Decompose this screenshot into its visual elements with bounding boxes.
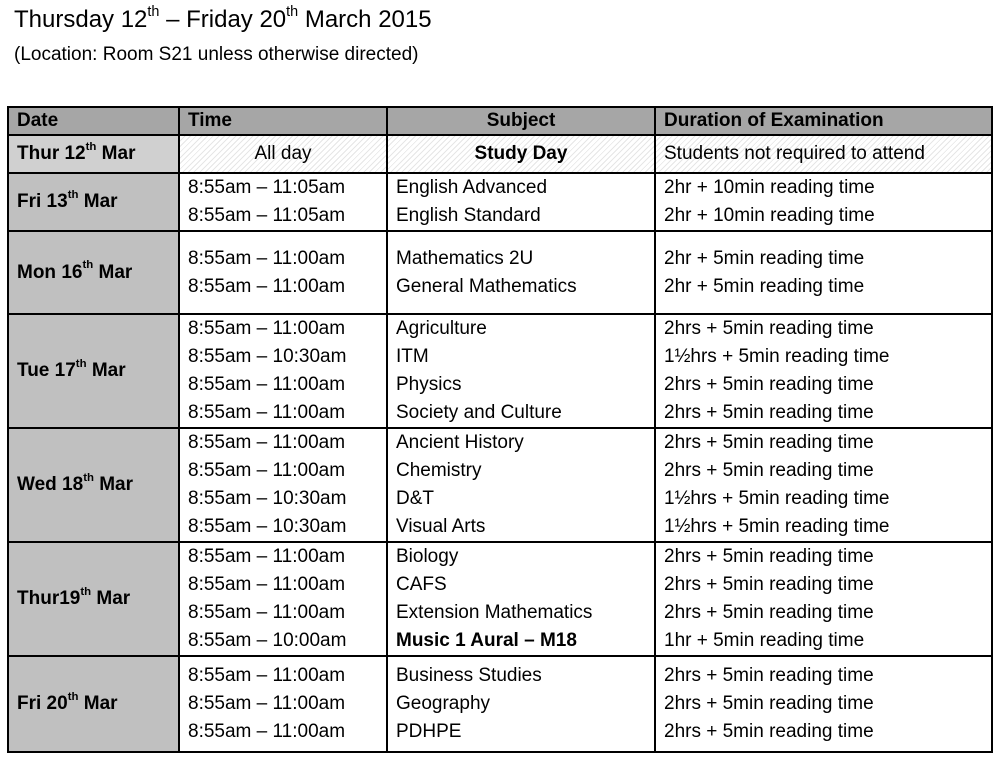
day-row-tue-17: [8, 314, 992, 428]
subject-cell: Mathematics 2U General Mathematics: [387, 231, 655, 314]
exam-schedule-table: [7, 106, 993, 753]
time-cell: 8:55am – 11:05am 8:55am – 11:05am: [179, 173, 387, 231]
subject-cell: Business Studies Geography PDHPE: [387, 656, 655, 752]
title-sup-end: th: [286, 3, 299, 20]
subject-cell: Study Day: [387, 135, 655, 173]
study-day-row: [8, 135, 992, 173]
day-row-fri-13: [8, 173, 992, 231]
location-note: (Location: Room S21 unless otherwise directed): [14, 44, 419, 65]
date-cell: Fri 13th Mar: [8, 173, 179, 231]
duration-cell: 2hrs + 5min reading time 2hrs + 5min reading time 2hrs + 5min reading time: [655, 656, 992, 752]
time-cell: 8:55am – 11:00am 8:55am – 11:00am 8:55am – 10:30am 8:55am – 10:30am: [179, 428, 387, 542]
day-row-thur-19: [8, 542, 992, 656]
title-end: March 2015: [298, 6, 432, 33]
duration-cell: 2hr + 10min reading time 2hr + 10min reading time: [655, 173, 992, 231]
day-row-fri-20: [8, 656, 992, 752]
duration-cell: Students not required to attend: [655, 135, 992, 173]
date-cell: Thur19th Mar: [8, 542, 179, 656]
header-duration: Duration of Examination: [655, 107, 992, 135]
header-date: Date: [8, 107, 179, 135]
time-cell: 8:55am – 11:00am 8:55am – 11:00am 8:55am – 11:00am 8:55am – 10:00am: [179, 542, 387, 656]
day-row-mon-16: [8, 231, 992, 314]
subject-cell: Agriculture ITM Physics Society and Culture: [387, 314, 655, 428]
title-middle: – Friday 20: [159, 6, 287, 33]
time-cell: 8:55am – 11:00am 8:55am – 10:30am 8:55am – 11:00am 8:55am – 11:00am: [179, 314, 387, 428]
day-row-wed-18: [8, 428, 992, 542]
duration-cell: 2hrs + 5min reading time 2hrs + 5min reading time 1½hrs + 5min reading time 1½hrs + 5min reading time: [655, 428, 992, 542]
date-cell: Mon 16th Mar: [8, 231, 179, 314]
subject-cell: Biology CAFS Extension Mathematics Music 1 Aural – M18: [387, 542, 655, 656]
header-row: [8, 107, 992, 135]
title-start: Thursday 12: [14, 6, 148, 33]
duration-cell: 2hr + 5min reading time 2hr + 5min reading time: [655, 231, 992, 314]
time-cell: All day: [179, 135, 387, 173]
subject-cell: English Advanced English Standard: [387, 173, 655, 231]
subject-cell: Ancient History Chemistry D&T Visual Arts: [387, 428, 655, 542]
date-cell: Thur 12th Mar: [8, 135, 179, 173]
header-subject: Subject: [387, 107, 655, 135]
duration-cell: 2hrs + 5min reading time 2hrs + 5min reading time 2hrs + 5min reading time 1hr + 5min reading time: [655, 542, 992, 656]
title-sup-start: th: [147, 3, 160, 20]
time-cell: 8:55am – 11:00am 8:55am – 11:00am: [179, 231, 387, 314]
header-time: Time: [179, 107, 387, 135]
duration-cell: 2hrs + 5min reading time 1½hrs + 5min reading time 2hrs + 5min reading time 2hrs + 5min reading time: [655, 314, 992, 428]
date-cell: Wed 18th Mar: [8, 428, 179, 542]
date-cell: Tue 17th Mar: [8, 314, 179, 428]
page-title: [14, 3, 432, 34]
date-cell: Fri 20th Mar: [8, 656, 179, 752]
time-cell: 8:55am – 11:00am 8:55am – 11:00am 8:55am – 11:00am: [179, 656, 387, 752]
